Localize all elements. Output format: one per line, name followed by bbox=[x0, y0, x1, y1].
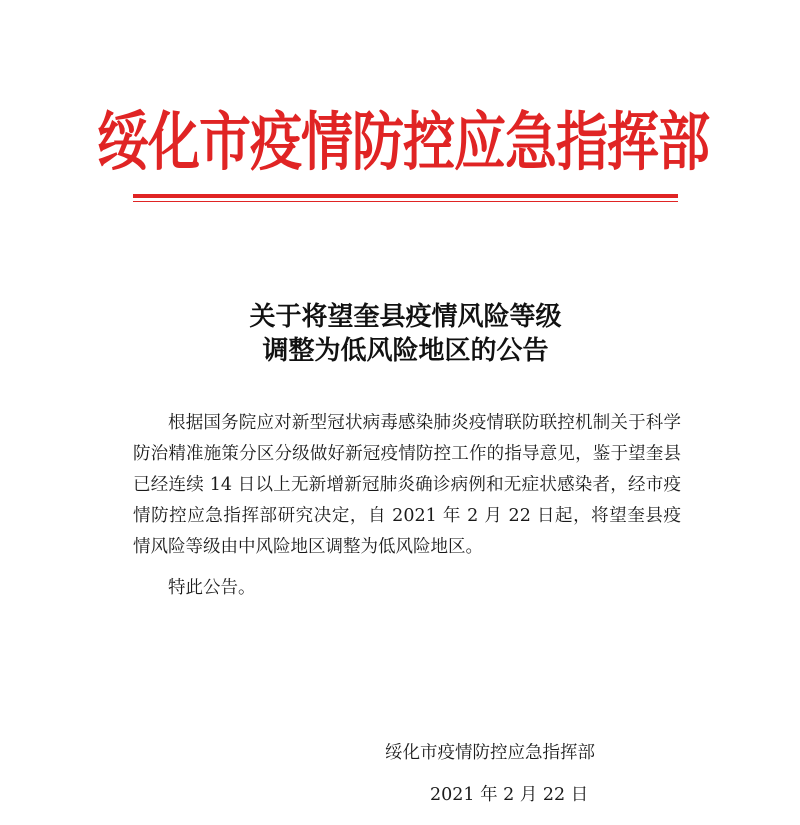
notice-title bbox=[133, 300, 678, 368]
notice-closing: 特此公告。 bbox=[168, 578, 256, 598]
notice-title-line-1: 关于将望奎县疫情风险等级 bbox=[249, 302, 562, 332]
notice-paragraph: 根据国务院应对新型冠状病毒感染肺炎疫情联防联控机制关于科学防治精准施策分区分级做好新冠疫情防控工作的指导意见，鉴于望奎县已经连续 14 日以上无新增新冠肺炎确诊病例和无症状感染者，经市疫情防控应急指挥部研究决定，自 2021 年 2 月 22 日起，将望奎县疫情风险等级由中风险地区调整为低风险地区。 bbox=[133, 413, 681, 557]
signature-organization: 绥化市疫情防控应急指挥部 bbox=[385, 743, 595, 763]
signature-date: 2021 年 2 月 22 日 bbox=[430, 785, 589, 805]
masthead-title: 绥化市疫情防控应急指挥部 bbox=[97, 106, 710, 180]
masthead-rule-thick bbox=[133, 194, 678, 198]
masthead-rule-thin bbox=[133, 201, 678, 202]
notice-title-line-2: 调整为低风险地区的公告 bbox=[262, 336, 549, 366]
notice-body bbox=[133, 408, 681, 604]
